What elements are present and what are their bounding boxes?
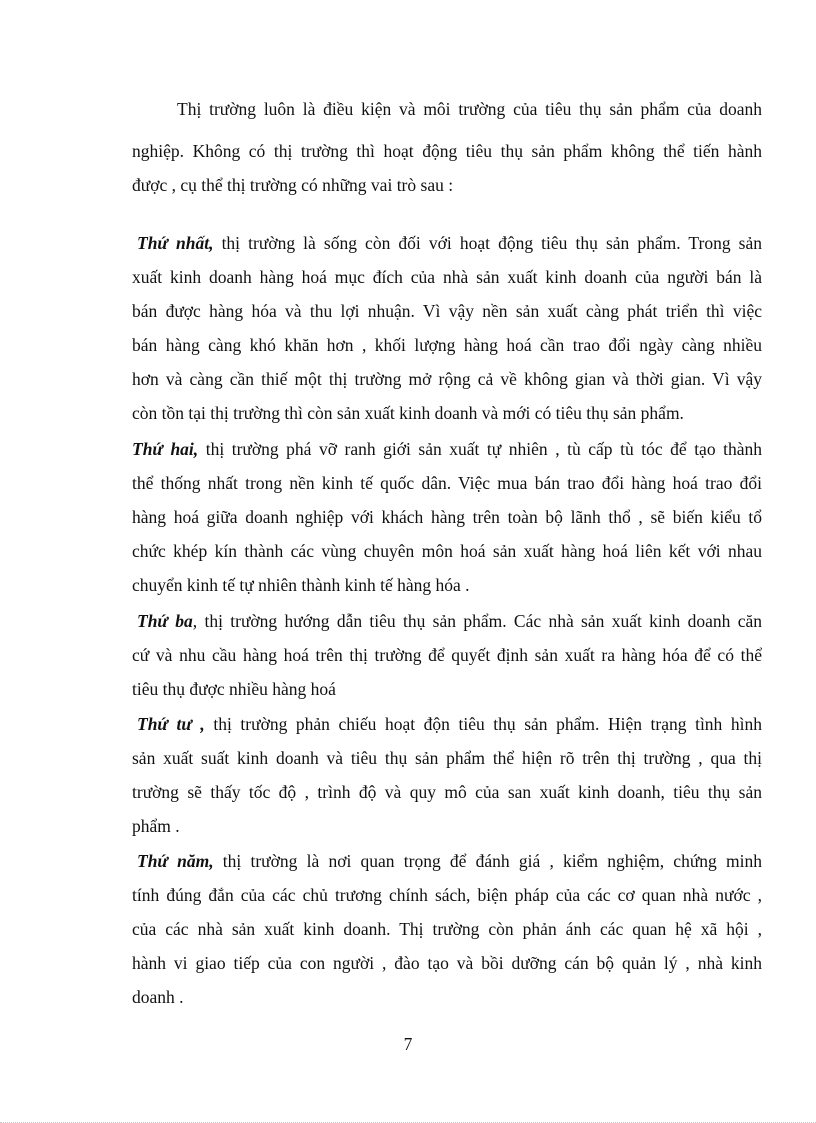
first-line-1-text: thị trường là sống còn đối với hoạt động tiêu thụ sản phẩm. Trong sản bbox=[213, 233, 763, 253]
fourth-lead: Thứ tư , bbox=[137, 714, 205, 734]
fifth-line-4: hành vi giao tiếp của con người , đào tạo và bồi dưỡng cán bộ quản lý , nhà kinh bbox=[132, 953, 762, 973]
fifth-line-3: của các nhà sản xuất kinh doanh. Thị trường còn phản ánh các quan hệ xã hội , bbox=[132, 919, 762, 939]
second-line-4: chức khép kín thành các vùng chuyên môn hoá sản xuất hàng hoá liên kết với nhau bbox=[132, 541, 762, 561]
fifth-line-1-text: thị trường là nơi quan trọng để đánh giá , kiểm nghiệm, chứng minh bbox=[213, 851, 762, 871]
third-line-3: tiêu thụ được nhiều hàng hoá bbox=[132, 679, 336, 699]
fourth-line-4: phẩm . bbox=[132, 816, 180, 836]
third-line-1 bbox=[137, 610, 762, 632]
first-line-5: hơn và càng cần thiế một thị trường mở rộng cả về không gian và thời gian. Vì vậy bbox=[132, 369, 762, 389]
first-line-3: bán được hàng hóa và thu lợi nhuận. Vì vậy nền sản xuất càng phát triển thì việc bbox=[132, 301, 762, 321]
fifth-line-1 bbox=[137, 850, 762, 872]
first-lead: Thứ nhất, bbox=[137, 233, 214, 253]
third-line-1-text: , thị trường hướng dẫn tiêu thụ sản phẩm. Các nhà sản xuất kinh doanh căn bbox=[192, 611, 762, 631]
first-line-6: còn tồn tại thị trường thì còn sản xuất kinh doanh và mới có tiêu thụ sản phẩm. bbox=[132, 403, 684, 423]
fourth-line-1-text: thị trường phản chiếu hoạt độn tiêu thụ sản phẩm. Hiện trạng tình hình bbox=[204, 714, 762, 734]
fifth-lead: Thứ năm, bbox=[137, 851, 214, 871]
intro-line-2: nghiệp. Không có thị trường thì hoạt động tiêu thụ sản phẩm không thể tiến hành bbox=[132, 141, 762, 161]
first-line-1 bbox=[137, 232, 762, 254]
third-lead: Thứ ba bbox=[137, 611, 193, 631]
fourth-line-2: sản xuất suất kinh doanh và tiêu thụ sản phẩm thể hiện rõ trên thị trường , qua thị bbox=[132, 748, 762, 768]
second-lead: Thứ hai, bbox=[132, 439, 199, 459]
first-line-2: xuất kinh doanh hàng hoá mục đích của nhà sản xuất kinh doanh của người bán là bbox=[132, 267, 762, 287]
first-line-4: bán hàng càng khó khăn hơn , khối lượng hàng hoá cần trao đổi ngày càng nhiều bbox=[132, 335, 762, 355]
intro-line-3: được , cụ thể thị trường có những vai trò sau : bbox=[132, 175, 454, 195]
third-line-2: cứ và nhu cầu hàng hoá trên thị trường để quyết định sản xuất ra hàng hóa để có thể bbox=[132, 645, 762, 665]
fourth-line-3: trường sẽ thấy tốc độ , trình độ và quy mô của san xuất kinh doanh, tiêu thụ sản bbox=[132, 782, 762, 802]
second-line-2: thể thống nhất trong nền kinh tế quốc dân. Việc mua bán trao đổi hàng hoá trao đổi bbox=[132, 473, 762, 493]
second-line-1 bbox=[132, 438, 762, 460]
fifth-line-2: tính đúng đắn của các chủ trương chính sách, biện pháp của các cơ quan nhà nước , bbox=[132, 885, 762, 905]
page-number: 7 bbox=[403, 1034, 413, 1054]
second-line-3: hàng hoá giữa doanh nghiệp với khách hàng trên toàn bộ lãnh thổ , sẽ biến kiểu tổ bbox=[132, 507, 762, 527]
fourth-line-1 bbox=[137, 713, 762, 735]
fifth-line-5: doanh . bbox=[132, 987, 184, 1007]
intro-line-1: Thị trường luôn là điều kiện và môi trường của tiêu thụ sản phẩm của doanh bbox=[177, 99, 762, 119]
second-line-5: chuyển kinh tế tự nhiên thành kinh tế hàng hóa . bbox=[132, 575, 470, 595]
second-line-1-text: thị trường phá vỡ ranh giới sản xuất tự nhiên , tù cấp tù tóc để tạo thành bbox=[198, 439, 762, 459]
